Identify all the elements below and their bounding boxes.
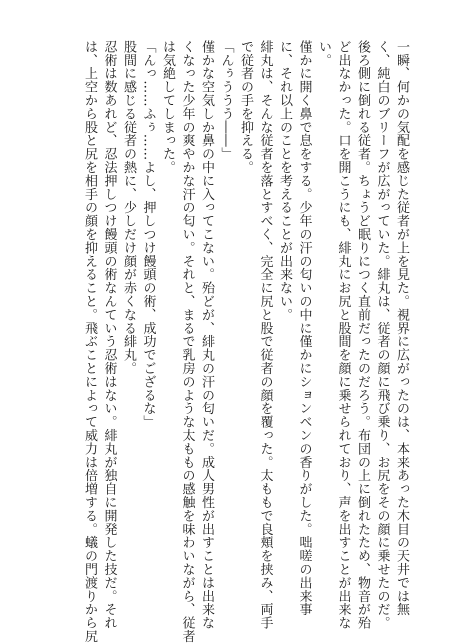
text-line: で従者の手を抑える。 (238, 40, 253, 174)
text-line: 僅かな空気しか鼻の中に入ってこない。殆どが、緋丸の汗の匂いだ。成人男性が出すことは出来な (199, 40, 214, 630)
text-line: 後ろ側に倒れる従者。ちょうど眠りにつく直前だったのだろう。布団の上に倒れたため、物音が殆 (355, 40, 370, 630)
dialogue-line: 「んぅううう――」 (218, 40, 234, 161)
text-line: ど出なかった。口を開こうにも、緋丸にお尻と股間を顔に乗せられており、声を出すことが出来な (335, 40, 351, 630)
text-line: は気絶してしまった。 (160, 40, 175, 174)
text-line: は、上空から股と尻を相手の顔を抑えること。飛ぶことによって威力は倍増する。蟻の門渡りから尻 (82, 40, 97, 643)
text-line: く、純白のブリーフが広がっていた。緋丸は、従者の顔に飛び乗り、お尻をその顔に乗せたのだ。 (374, 40, 390, 630)
vertical-text-body (80, 40, 412, 643)
text-line: 一瞬、何かの気配を感じた従者が上を見た。視界に広がったのは、本来あった木目の天井では無 (394, 40, 409, 617)
text-line: い。 (316, 40, 331, 67)
text-line: 股間に感じる従者の熱に、少しだけ顔が赤くなる緋丸。 (121, 40, 136, 375)
text-line: 緋丸は、そんな従者を落とすべく、完全に尻と股で従者の顔を覆った。太ももで良頬を挟み、両手 (257, 40, 273, 630)
text-line: に、それ以上のことを考えることが出来ない。 (277, 40, 292, 322)
dialogue-line: 「んっ……ふぅ……よし、押しつけ饅頭の術、成功でござるな」 (140, 40, 156, 429)
text-line: くなった少年の爽やかな汗の匂い。それと、まるで乳房のような太ももの感触を味わいながら、従者 (179, 40, 195, 643)
text-line: 忍術は数あれど、忍法押しつけ饅頭の術なんていう忍術はない。緋丸が独自に開発した技だ。それ (101, 40, 117, 630)
text-line: 僅かに開く鼻で息をする。少年の汗の匂いの中に僅かにションベンの香りがした。咄嗟の出来事 (296, 40, 312, 617)
